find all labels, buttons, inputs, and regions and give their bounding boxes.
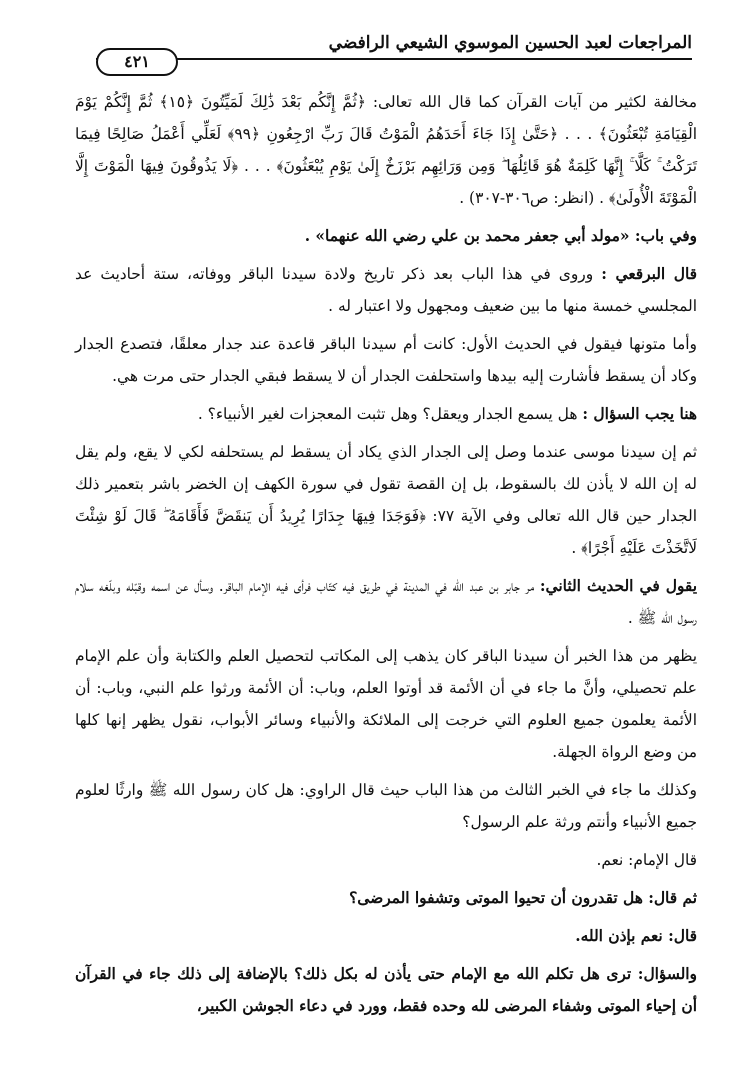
paragraph-13 xyxy=(75,958,697,1022)
paragraph-9 xyxy=(75,774,697,838)
paragraph-10 xyxy=(75,844,697,876)
paragraph-text: مر جابر بن عبد الله في المدينة في طريق فيه كتّاب فرأى فيه الإمام الباقر. وسأل عن اسمه وقبّله وبلّغه سلام رسول الله ﷺ . xyxy=(75,577,697,627)
paragraph-lead: والسؤال: ترى هل تكلم الله مع الإمام حتى يأذن له بكل ذلك؟ بالإضافة إلى ذلك جاء في القرآن أن إحياء الموتى وشفاء المرضى لله وحده فقط، وورد في دعاء الجوشن الكبير، xyxy=(75,965,697,1015)
paragraph-lead: يقول في الحديث الثاني: xyxy=(539,577,697,595)
paragraph-text: وأما متونها فيقول في الحديث الأول: كانت أم سيدنا الباقر قاعدة عند جدار معلقًا، فتصدع الجدار وكاد أن يسقط فأشارت إليه بيدها واستحلفت الجدار أن لا يسقط فبقي الجدار حتى مرت هي. xyxy=(75,335,697,385)
paragraph-12 xyxy=(75,920,697,952)
paragraph-lead: قال: نعم بإذن الله. xyxy=(575,927,697,945)
running-title: المراجعات لعبد الحسين الموسوي الشيعي الرافضي xyxy=(328,33,692,53)
paragraph-text: قال الإمام: نعم. xyxy=(596,851,697,869)
paragraph-text: يظهر من هذا الخبر أن سيدنا الباقر كان يذهب إلى المكاتب لتحصيل العلم والكتابة وأن علم الإمام علم تحصيلي، وأنَّ ما جاء في أن الأئمة قد أوتوا العلم، وباب: أن الأئمة ورثوا علم النبي، وباب: أن الأئمة يعلمون جميع العلوم التي خرجت إلى الملائكة والأنبياء وسائر الأبواب، نقول يظهر إنها كلها من وضع الرواة الجهلة. xyxy=(75,647,697,761)
paragraph-5 xyxy=(75,398,697,430)
paragraph-text: هل يسمع الجدار ويعقل؟ وهل تثبت المعجزات لغير الأنبياء؟ . xyxy=(197,405,578,423)
paragraph-4 xyxy=(75,328,697,392)
paragraph-text: وروى في هذا الباب بعد ذكر تاريخ ولادة سيدنا الباقر ووفاته، ستة أحاديث عد المجلسي خمسة منها ما بين ضعيف ومجهول ولا اعتبار له . xyxy=(75,265,697,315)
paragraph-text: ثم إن سيدنا موسى عندما وصل إلى الجدار الذي يكاد أن يسقط لم يستحلفه لكي لا يقع، ولم يقل له إن الله لا يأذن لك بالسقوط، بل إن القصة تقول في سورة الكهف إن الخضر باشر بتعمير ذلك الجدار حين قال الله تعالى وفي الآية ٧٧: ﴿فَوَجَدَا فِيهَا جِدَارًا يُرِيدُ أَن يَنقَضَّ فَأَقَامَهُ ۖ قَالَ لَوْ شِئْتَ لَاتَّخَذْتَ عَلَيْهِ أَجْرًا﴾ . xyxy=(75,443,697,557)
page-header xyxy=(0,0,742,71)
paragraph-lead: ثم قال: هل تقدرون أن تحيوا الموتى وتشفوا المرضى؟ xyxy=(349,889,697,907)
paragraph-11 xyxy=(75,882,697,914)
page-body xyxy=(75,86,697,1028)
paragraph-text: مخالفة لكثير من آيات القرآن كما قال الله تعالى: ﴿ثُمَّ إِنَّكُم بَعْدَ ذَٰلِكَ لَمَيِّتُونَ ﴿١٥﴾ ثُمَّ إِنَّكُمْ يَوْمَ الْقِيَامَةِ تُبْعَثُونَ﴾ . . . ﴿حَتَّىٰ إِذَا جَاءَ أَحَدَهُمُ الْمَوْتُ قَالَ رَبِّ ارْجِعُونِ ﴿٩٩﴾ لَعَلِّي أَعْمَلُ صَالِحًا فِيمَا تَرَكْتُ ۚ كَلَّا ۚ إِنَّهَا كَلِمَةٌ هُوَ قَائِلُهَا ۖ وَمِن وَرَائِهِم بَرْزَخٌ إِلَىٰ يَوْمِ يُبْعَثُونَ﴾ . . . ﴿لَا يَذُوقُونَ فِيهَا الْمَوْتَ إِلَّا الْمَوْتَةَ الْأُولَىٰ﴾ . (انظر: ص٣٠٦-٣٠٧) . xyxy=(75,93,697,207)
paragraph-lead: قال البرقعي : xyxy=(601,265,697,283)
paragraph-text: وكذلك ما جاء في الخبر الثالث من هذا الباب حيث قال الراوي: هل كان رسول الله ﷺ وارثًا لعلوم جميع الأنبياء وأنتم ورثة علم الرسول؟ xyxy=(75,781,697,831)
paragraph-6 xyxy=(75,436,697,564)
paragraph-8 xyxy=(75,640,697,768)
page-number: ٤٢١ xyxy=(96,48,178,76)
paragraph-3 xyxy=(75,258,697,322)
paragraph-lead: وفي باب: «مولد أبي جعفر محمد بن علي رضي الله عنهما» . xyxy=(304,227,697,245)
paragraph-lead: هنا يجب السؤال : xyxy=(582,405,697,423)
paragraph-7 xyxy=(75,570,697,634)
header-rule xyxy=(96,58,692,60)
paragraph-1 xyxy=(75,86,697,214)
section-heading xyxy=(75,220,697,252)
